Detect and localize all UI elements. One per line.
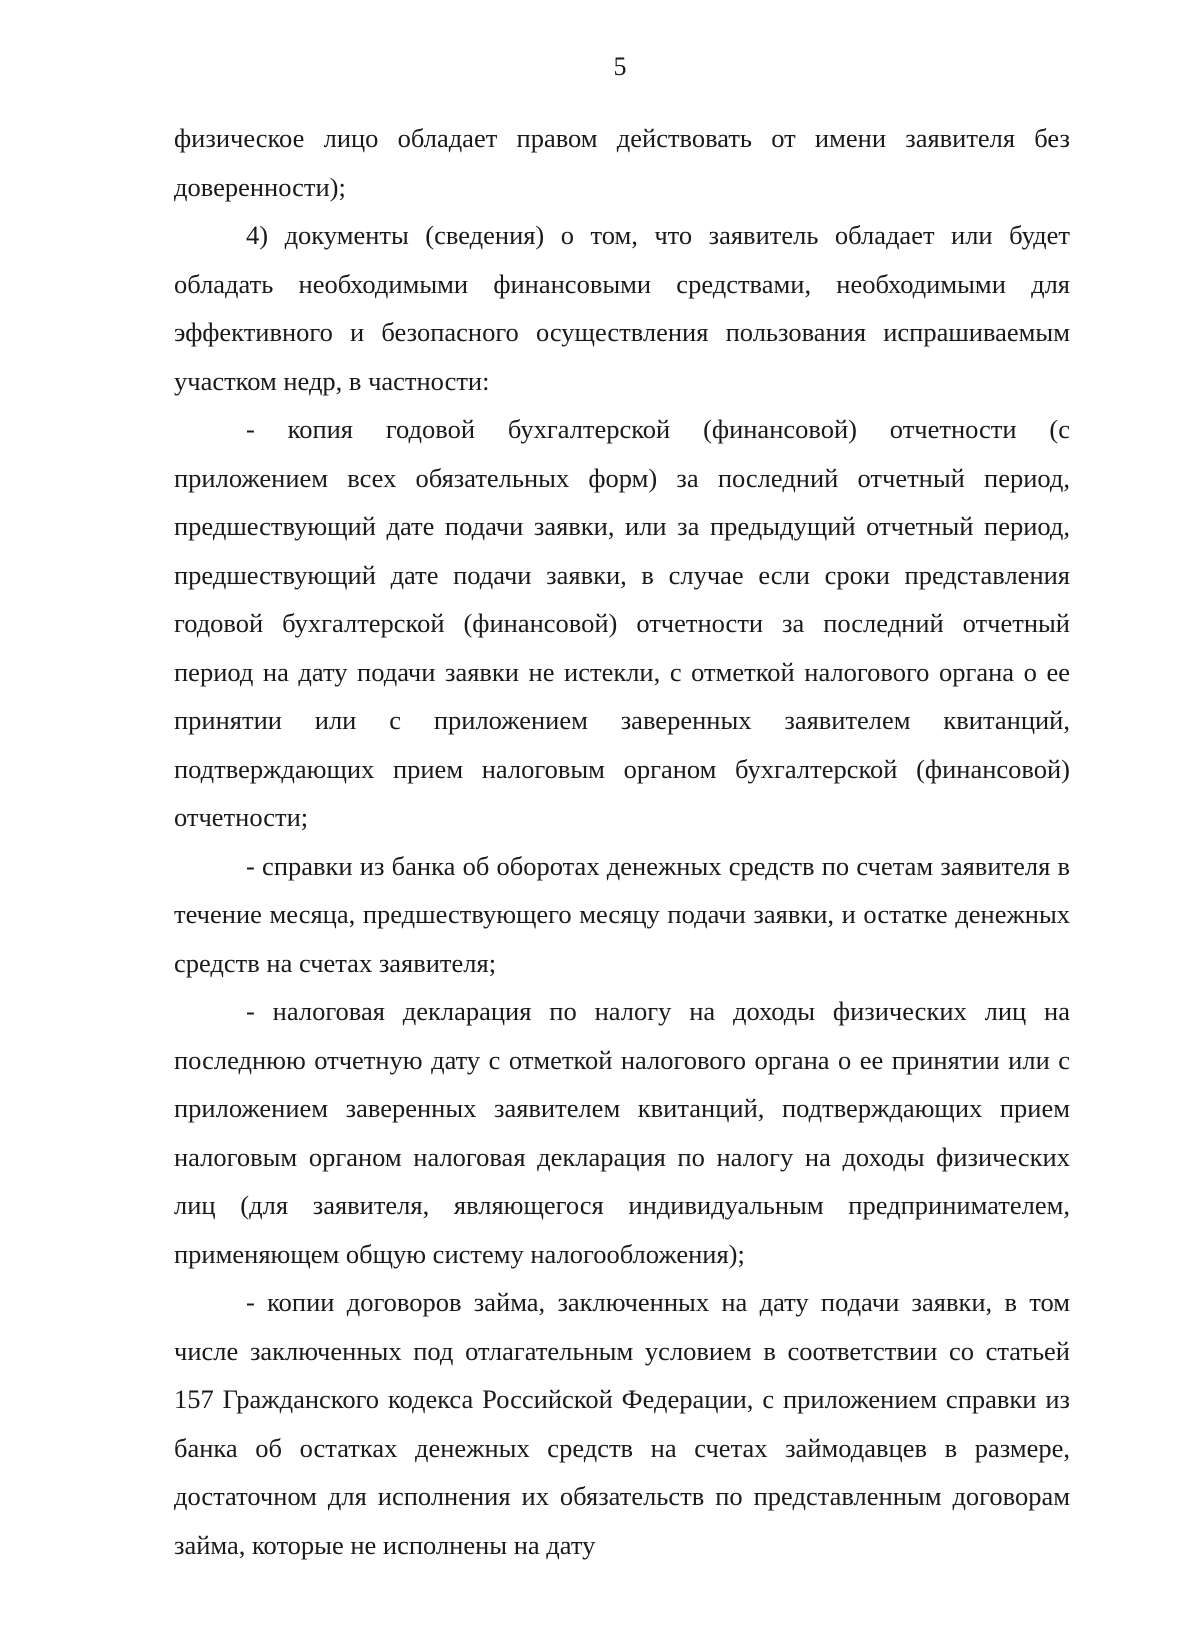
paragraph-4: - справки из банка об оборотах денежных средств по счетам заявителя в течение месяца, предшествующего месяцу подачи заявки, и остатке денежных средств на счетах заявителя; (174, 850, 1070, 978)
paragraph-6: - копии договоров займа, заключенных на дату подачи заявки, в том числе заключенных под отлагательным условием в соответствии со статьей 157 Гражданского кодекса Российской Федерации, с приложением справки из банка об остатках денежных средств на счетах займодавцев в размере, достаточном для исполнения их обязательств по представленным договорам займа, которые не исполнены на дату (174, 1287, 1070, 1560)
paragraph-1: физическое лицо обладает правом действовать от имени заявителя без доверенности); (174, 123, 1070, 202)
page-number: 5 (613, 52, 627, 81)
paragraph-5: - налоговая декларация по налогу на доходы физических лиц на последнюю отчетную дату с отметкой налогового органа о ее принятии или с приложением заверенных заявителем квитанций, подтверждающих прием налоговым органом налоговая декларация по налогу на доходы физических лиц (для заявителя, являющегося индивидуальным предпринимателем, применяющем общую систему налогообложения); (174, 996, 1070, 1269)
paragraph-2: 4) документы (сведения) о том, что заявитель обладает или будет обладать необходимыми финансовыми средствами, необходимыми для эффективного и безопасного осуществления пользования испрашиваемым участком недр, в частности: (174, 220, 1070, 396)
document-body (174, 114, 1070, 1569)
paragraph-3: - копия годовой бухгалтерской (финансовой) отчетности (с приложением всех обязательных форм) за последний отчетный период, предшествующий дате подачи заявки, или за предыдущий отчетный период, предшествующий дате подачи заявки, в случае если сроки представления годовой бухгалтерской (финансовой) отчетности за последний отчетный период на дату подачи заявки не истекли, с отметкой налогового органа о ее принятии или с приложением заверенных заявителем квитанций, подтверждающих прием налоговым органом бухгалтерской (финансовой) отчетности; (174, 414, 1070, 832)
